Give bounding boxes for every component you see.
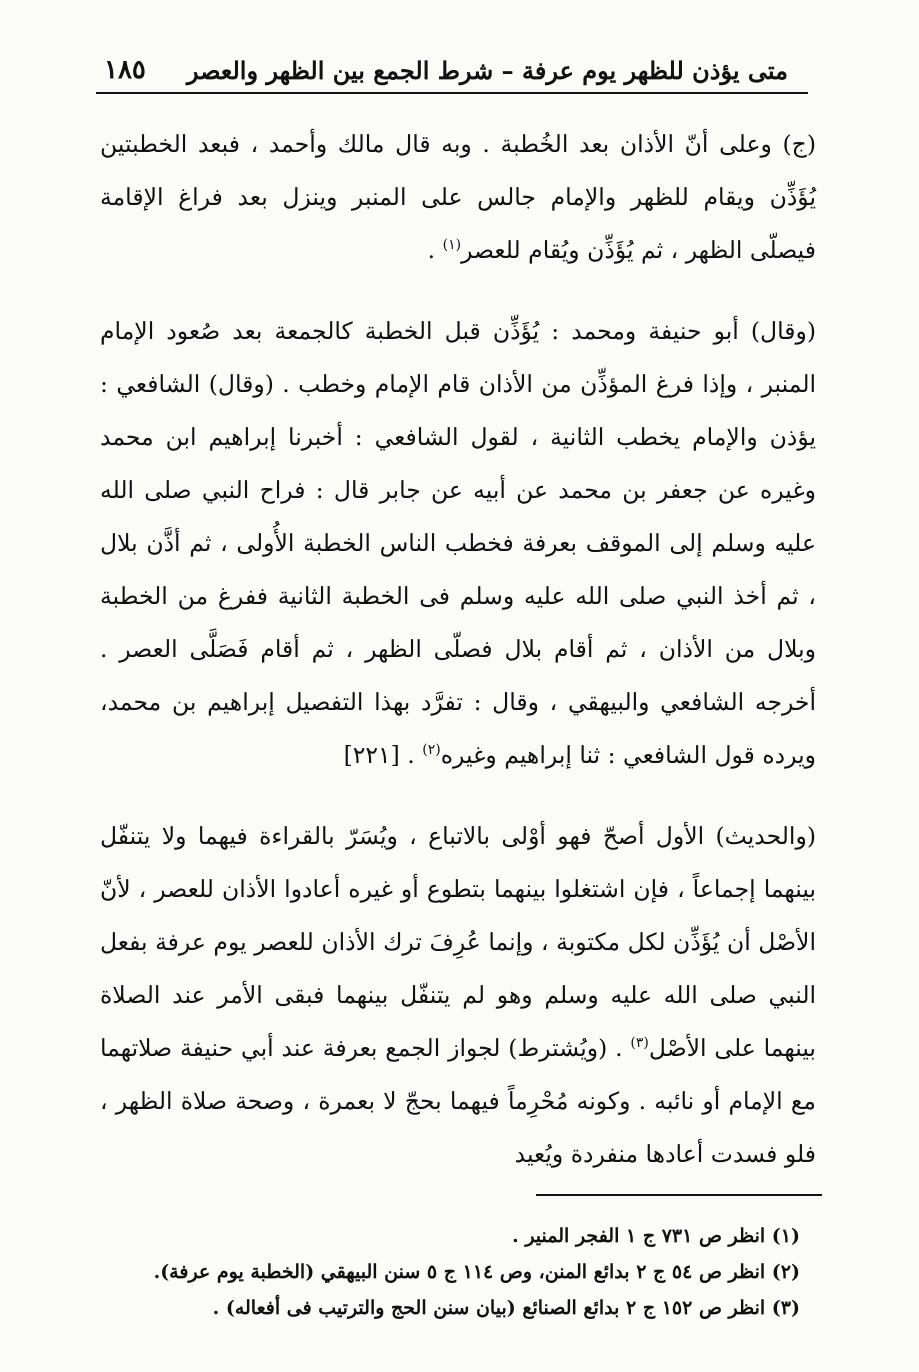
text-line: بعرفة عند أبي حنيفة صلاتهما مع الإمام أو نائبه . وكونه مُحْرِماً فيهما [100, 1034, 816, 1115]
text-line: فَصَلَّى العصر . أخرجه الشافعي والبيهقي ، وقال : تفرَّد بهذا التفصيل [100, 635, 816, 716]
text-line: الشافعي : يؤذن والإمام يخطب الثانية ، لقول الشافعي : أخبرنا إبراهيم [100, 370, 816, 451]
text-line: . [427, 236, 436, 264]
text-line: ولا يتنفّل بينهما إجماعاً ، فإن اشتغلوا بينهما بتطوع أو غيره أعادوا [100, 822, 816, 903]
text-line: إبراهيم بن محمد، ويرده قول الشافعي : ثنا إبراهيم وغيره [100, 688, 816, 769]
text-line: الأذان للعصر يوم عرفة بفعل النبي صلى الله عليه وسلم وهو لم يتنفّل بينهما [100, 928, 817, 1009]
text-line: الأذان للعصر ، لأنّ الأصْل أن يُؤَذِّن لكل مكتوبة ، وإنما عُرِفَ ترك [100, 875, 816, 956]
footnote-1: (١) انظر ص ٧٣١ ج ١ الفجر المنير . [512, 1225, 800, 1247]
footnote-divider [536, 1194, 822, 1196]
text-line: (ج) وعلى أنّ الأذان بعد الخُطبة . وبه قال مالك وأحمد ، فبعد [197, 130, 816, 158]
text-line: . [٢٢١] [343, 741, 415, 769]
text-line: (وقال) أبو حنيفة ومحمد : يُؤَذِّن قبل الخطبة كالجمعة بعد صُعود [166, 317, 816, 345]
text-line: الخطبتين يُؤَذِّن ويقام للظهر والإمام جالس على المنبر وينزل بعد فراغ [100, 130, 816, 211]
text-line: (والحديث) الأول أصحّ فهو أوْلى بالاتباع ، ويُسَرّ بالقراءة فيهما [197, 822, 816, 850]
text-line: فبقى الأمر عند الصلاة بينهما على الأصْل [100, 981, 816, 1062]
header-title: متى يؤذن للظهر يوم عرفة – شرط الجمع بين الظهر والعصر [186, 55, 788, 85]
text-line: الإمام المنبر ، وإذا فرغ المؤذِّن من الأذان قام الإمام وخطب . (وقال) [100, 317, 817, 398]
paragraph-3 [100, 810, 816, 1181]
main-text [100, 118, 816, 1181]
text-line: من الخطبة وبلال من الأذان ، ثم أقام بلال فصلّى الظهر ، ثم أقام [100, 582, 817, 663]
running-header [96, 48, 808, 94]
text-line: ابن محمد وغيره عن جعفر بن محمد عن أبيه عن جابر قال : فراح [100, 423, 816, 504]
paragraph-2 [100, 305, 816, 782]
footnote-ref-1: (١) [442, 237, 462, 254]
footnotes [110, 1218, 800, 1326]
page-number: ١٨٥ [104, 55, 146, 85]
footnote-ref-3: (٣) [630, 1035, 649, 1052]
footnote-ref-2: (٢) [422, 742, 441, 759]
text-line: النبي صلى الله عليه وسلم إلى الموقف بعرفة فخطب الناس الخطبة الأُولى ، [100, 476, 816, 557]
text-line: الإقامة فيصلّى الظهر ، ثم يُؤَذِّن ويُقام للعصر [100, 183, 816, 264]
paragraph-1 [100, 118, 816, 277]
footnote-3: (٣) انظر ص ١٥٢ ج ٢ بدائع الصنائع (بيان سنن الحج والترتيب فى أفعاله) . [212, 1297, 800, 1319]
text-line: ثم أذَّن بلال ، ثم أخذ النبي صلى الله عليه وسلم فى الخطبة الثانية ففرغ [100, 529, 816, 610]
text-line: . (ويُشترط) لجواز الجمع [385, 1034, 623, 1062]
text-line: بحجّ لا بعمرة ، وصحة صلاة الظهر ، فلو فسدت أعادها منفردة ويُعيد [100, 1087, 816, 1168]
footnote-2: (٢) انظر ص ٥٤ ج ٢ بدائع المنن، وص ١١٤ ج ٥ سنن البيهقي (الخطبة يوم عرفة). [153, 1261, 800, 1283]
